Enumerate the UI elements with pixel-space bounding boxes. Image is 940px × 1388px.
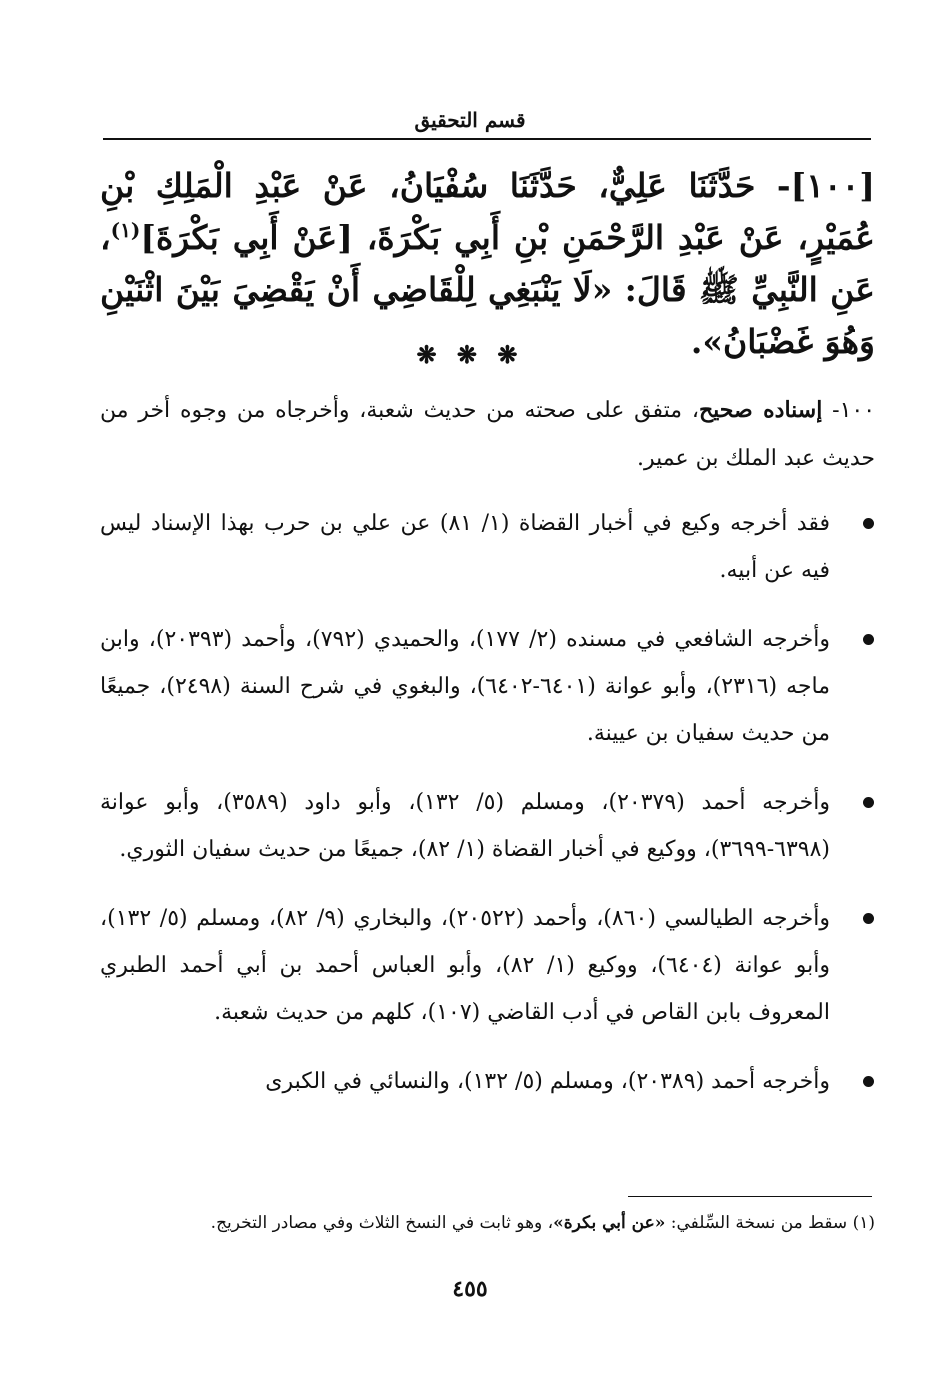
footnote-number: (١) xyxy=(852,1213,875,1233)
reference-item xyxy=(100,779,830,873)
hadith-text xyxy=(100,160,875,368)
footnote-divider xyxy=(628,1196,872,1197)
footnote-quoted: «عن أبي بكرة» xyxy=(553,1213,666,1233)
grading-label: إسناده صحيح xyxy=(698,397,823,423)
references-list xyxy=(100,500,830,1127)
header-divider xyxy=(103,138,871,140)
footnote-marker: (١) xyxy=(110,218,141,242)
footnote-text-part-2: ، وهو ثابت في النسخ الثلاث وفي مصادر التخريج. xyxy=(210,1213,554,1233)
reference-text: وأخرجه أحمد (٢٠٣٨٩)، ومسلم (٥/ ١٣٢)، والنسائي في الكبرى xyxy=(265,1069,830,1094)
commentary-number: ١٠٠- xyxy=(832,398,876,423)
reference-text: وأخرجه الشافعي في مسنده (٢/ ١٧٧)، والحميدي (٧٩٢)، وأحمد (٢٠٣٩٣)، وابن ماجه (٢٣١٦)، وأبو عوانة (٦٤٠١-٦٤٠٢)، والبغوي في شرح السنة (٢٤٩٨)، جميعًا من حديث سفيان بن عيينة. xyxy=(100,627,830,746)
reference-item xyxy=(100,616,830,757)
reference-item xyxy=(100,1058,830,1105)
footnote xyxy=(100,1207,875,1239)
hadith-text-part-1: [١٠٠]- حَدَّثَنَا عَلِيٌّ، حَدَّثَنَا سُفْيَانُ، عَنْ عَبْدِ الْمَلِكِ بْنِ عُمَيْرٍ، عَنْ عَبْدِ الرَّحْمَنِ بْنِ أَبِي بَكْرَةَ، [عَنْ أَبِي بَكْرَةَ] xyxy=(100,166,875,257)
hadith-text-part-2: ، عَنِ النَّبِيِّ ﷺ قَالَ: «لَا يَنْبَغِي لِلْقَاضِي أَنْ يَقْضِيَ بَيْنَ اثْنَيْنِ وَهُوَ غَضْبَانُ». xyxy=(100,218,875,361)
bullet-icon xyxy=(863,634,874,645)
bullet-icon xyxy=(863,1076,874,1087)
bullet-icon xyxy=(863,797,874,808)
reference-item xyxy=(100,500,830,594)
reference-text: وأخرجه أحمد (٢٠٣٧٩)، ومسلم (٥/ ١٣٢)، وأبو داود (٣٥٨٩)، وأبو عوانة (٦٣٩٨-٣٦٩٩)، ووكيع في أخبار القضاة (١/ ٨٢)، جميعًا من حديث سفيان الثوري. xyxy=(100,790,831,862)
running-header: قسم التحقيق xyxy=(414,108,526,132)
commentary-text: ، متفق على صحته من حديث شعبة، وأخرجاه من وجوه أخر من حديث عبد الملك بن عمير. xyxy=(100,398,875,471)
section-separator: ❋ ❋ ❋ xyxy=(416,340,524,369)
page-number: ٤٥٥ xyxy=(452,1276,488,1302)
bullet-icon xyxy=(863,913,874,924)
footnote-text-part-1: سقط من نسخة السِّلفي: xyxy=(665,1213,848,1233)
reference-text: وأخرجه الطيالسي (٨٦٠)، وأحمد (٢٠٥٢٢)، والبخاري (٩/ ٨٢)، ومسلم (٥/ ١٣٢)، وأبو عوانة (٦٤٠٤)، ووكيع (١/ ٨٢)، وأبو العباس أحمد بن أبي أحمد الطبري المعروف بابن القاص في أدب القاضي (١٠٧)، كلهم من حديث شعبة. xyxy=(100,906,831,1025)
reference-item xyxy=(100,895,830,1036)
commentary-paragraph xyxy=(100,386,875,483)
bullet-icon xyxy=(863,518,874,529)
reference-text: فقد أخرجه وكيع في أخبار القضاة (١/ ٨١) عن علي بن حرب بهذا الإسناد ليس فيه عن أبيه. xyxy=(100,511,830,583)
